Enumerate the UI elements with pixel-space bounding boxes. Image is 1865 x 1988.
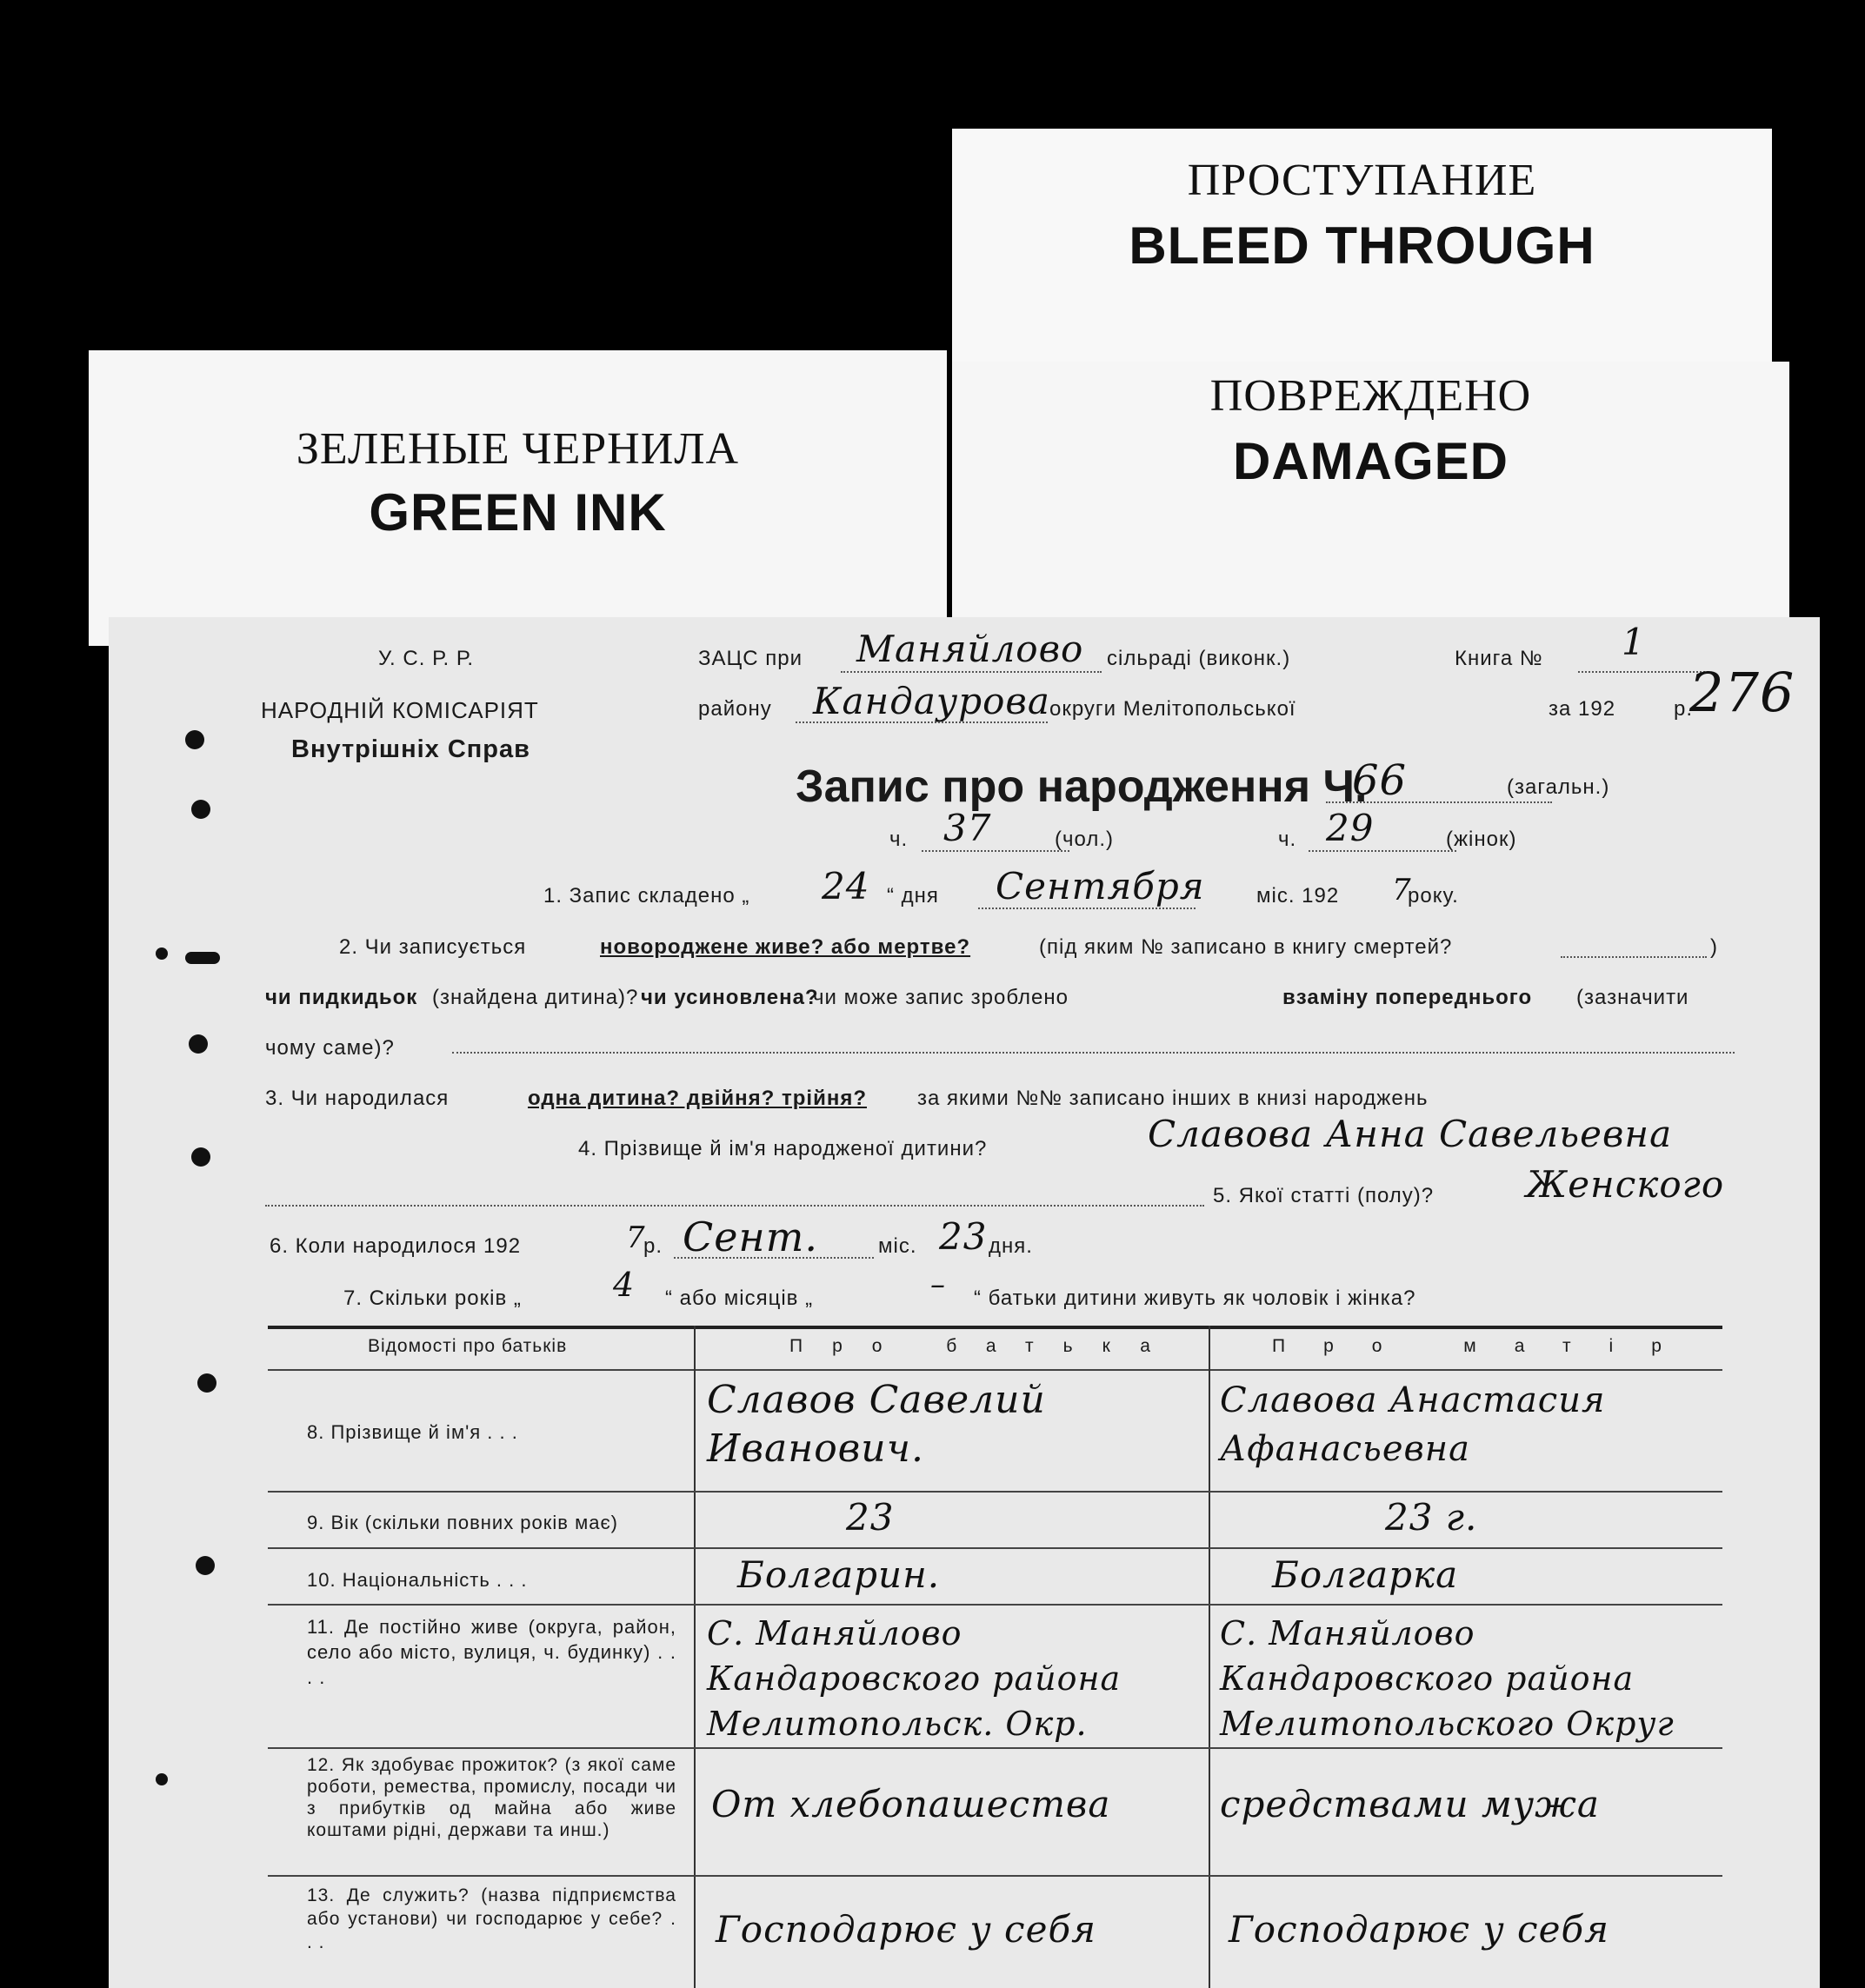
- book-number: 1: [1622, 621, 1646, 663]
- q7-years: 4: [613, 1266, 636, 1304]
- damaged-en: DAMAGED: [1233, 432, 1509, 490]
- zags-label: ЗАЦС при: [698, 647, 803, 670]
- q1-prefix: 1. Запис складено „: [543, 884, 750, 908]
- row8-label: 8. Прізвище й ім'я . . .: [307, 1421, 518, 1443]
- q3-a: 3. Чи народилася: [265, 1087, 450, 1110]
- q5-sex: Женского: [1526, 1163, 1725, 1206]
- punch-hole: [156, 1773, 168, 1785]
- q5-label: 5. Якої статті (полу)?: [1213, 1184, 1435, 1207]
- punch-hole: [156, 947, 168, 960]
- row13-father: Господарює у себя: [716, 1908, 1096, 1951]
- punch-hole: [197, 1373, 216, 1393]
- q3-c: за якими №№ записано інших в книзі народжень: [917, 1087, 1429, 1110]
- q2-line3: чому саме)?: [265, 1036, 395, 1060]
- q1-rest: року.: [1408, 884, 1459, 908]
- q2-line1-b: новороджене живе? або мертве?: [600, 935, 971, 959]
- female-count: 29: [1326, 807, 1375, 849]
- table-header-father: Про батька: [789, 1336, 1180, 1356]
- parents-table: [268, 1326, 1722, 1988]
- row13-mother: Господарює у себя: [1229, 1908, 1609, 1951]
- punch-hole: [191, 1147, 210, 1167]
- table-header-info: Відомості про батьків: [368, 1336, 568, 1356]
- row11-label: 11. Де постійно живе (округа, район, село або місто, вулиця, ч. будинку) . . . .: [307, 1616, 676, 1688]
- q2-line2-c: чи усиновлена?: [641, 986, 819, 1009]
- q2-line1-d: ): [1710, 935, 1718, 959]
- male-count: 37: [943, 807, 992, 849]
- q6-day: 23: [939, 1215, 988, 1258]
- bleed-through-en: BLEED THROUGH: [1129, 216, 1595, 275]
- q7-c: “ батьки дитини живуть як чоловік і жінка?: [974, 1287, 1416, 1310]
- row9-father: 23: [846, 1496, 895, 1539]
- q6-year-digit: 7: [626, 1220, 646, 1255]
- q6-a: 6. Коли народилося 192: [270, 1234, 522, 1258]
- ch-label-female: ч.: [1278, 828, 1297, 851]
- q2-line1-c: (під яким № записано в книгу смертей?: [1039, 935, 1453, 959]
- rayon-label: району: [698, 697, 772, 721]
- table-header-mother: Про матір: [1272, 1336, 1700, 1356]
- green-ink-ru: ЗЕЛЕНЫЕ ЧЕРНИЛА: [296, 424, 740, 474]
- punch-hole: [196, 1556, 215, 1575]
- q4-child-name: Славова Анна Савельевна: [1148, 1113, 1673, 1155]
- damaged-ru: ПОВРЕЖДЕНО: [1209, 371, 1532, 421]
- row12-mother: средствами мужа: [1220, 1783, 1600, 1825]
- birth-record-document: [109, 617, 1820, 1988]
- q6-b: р.: [643, 1234, 663, 1258]
- q2-line2-f: (зазначити: [1576, 986, 1689, 1009]
- village-value: Маняйлово: [856, 628, 1084, 670]
- q6-c: міс.: [878, 1234, 917, 1258]
- row9-mother: 23 г.: [1385, 1496, 1478, 1539]
- q1-month: Сентября: [996, 865, 1205, 908]
- row8-father: Славов Савелий Иванович.: [707, 1378, 1046, 1471]
- row10-label: 10. Національність . . .: [307, 1569, 528, 1591]
- record-title: Запис про народження Ч.: [796, 761, 1368, 812]
- q4-label: 4. Прізвище й ім'я народженої дитини?: [578, 1137, 988, 1160]
- q2-line2-a: чи пидкидьок: [265, 986, 418, 1009]
- silradi-label: сільраді (виконк.): [1107, 647, 1291, 670]
- row10-mother: Болгарка: [1272, 1553, 1459, 1596]
- q3-b: одна дитина? двійня? трійня?: [528, 1087, 867, 1110]
- q7-months: –: [930, 1267, 946, 1302]
- okrug-label: округи Мелітопольської: [1049, 697, 1296, 721]
- year-suffix: р.: [1674, 697, 1694, 721]
- q2-line2-e: взаміну попереднього: [1282, 986, 1533, 1009]
- q2-line1-a: 2. Чи записується: [339, 935, 527, 959]
- green-ink-card: [89, 350, 947, 646]
- damaged-card: [952, 362, 1789, 631]
- row12-label: 12. Як здобуває прожиток? (з якої саме роботи, ремества, промислу, посади чи з прибутків од майна або живе коштами рідні, держави та инш.): [307, 1755, 676, 1840]
- ussr-label: У. С. Р. Р.: [378, 647, 475, 670]
- row8-mother: Славова Анастасия Афанасьевна: [1220, 1380, 1606, 1469]
- q7-b: “ або місяців „: [665, 1287, 814, 1310]
- row10-father: Болгарин.: [737, 1553, 941, 1596]
- row12-father: От хлебопашества: [711, 1783, 1111, 1825]
- general-label: (загальн.): [1507, 775, 1610, 799]
- bleed-through-ru: ПРОСТУПАНИЕ: [1187, 156, 1537, 205]
- q7-a: 7. Скільки років „: [343, 1287, 522, 1310]
- book-label: Книга №: [1455, 647, 1543, 670]
- q1-mis: міс. 192: [1256, 884, 1340, 908]
- green-ink-en: GREEN INK: [369, 483, 667, 542]
- male-label: (чол.): [1055, 828, 1114, 851]
- q1-year-digit: 7: [1392, 873, 1412, 908]
- female-label: (жінок): [1446, 828, 1517, 851]
- record-number: 66: [1352, 756, 1408, 805]
- internal-affairs-label: Внутрішніх Справ: [291, 735, 530, 763]
- q2-line2-b: (знайдена дитина)?: [432, 986, 639, 1009]
- q6-d: дня.: [989, 1234, 1033, 1258]
- page-stamp-number: 276: [1689, 661, 1795, 724]
- q2-line2-d: чи може запис зроблено: [813, 986, 1069, 1009]
- commissariat-label: НАРОДНІЙ КОМІСАРІЯТ: [261, 697, 539, 723]
- punch-hole: [191, 800, 210, 819]
- row9-label: 9. Вік (скільки повних років має): [307, 1512, 619, 1533]
- q1-mid: “ дня: [887, 884, 939, 908]
- rayon-value: Кандаурова: [813, 680, 1050, 722]
- year-label: за 192: [1549, 697, 1616, 721]
- punch-hole: [185, 730, 204, 749]
- row11-father: С. Маняйлово Кандаровского района Мелитопольск. Окр.: [707, 1614, 1122, 1743]
- row11-mother: С. Маняйлово Кандаровского района Мелитопольского Округ: [1220, 1614, 1675, 1743]
- punch-hole: [189, 1034, 208, 1054]
- punch-hole: [185, 952, 220, 964]
- bleed-through-card: [952, 129, 1772, 363]
- ch-label-male: ч.: [889, 828, 909, 851]
- q6-month: Сент.: [683, 1213, 818, 1260]
- q1-day: 24: [822, 865, 870, 908]
- row13-label: 13. Де служить? (назва підприємства або установи) чи господарює у себе? . . .: [307, 1885, 676, 1952]
